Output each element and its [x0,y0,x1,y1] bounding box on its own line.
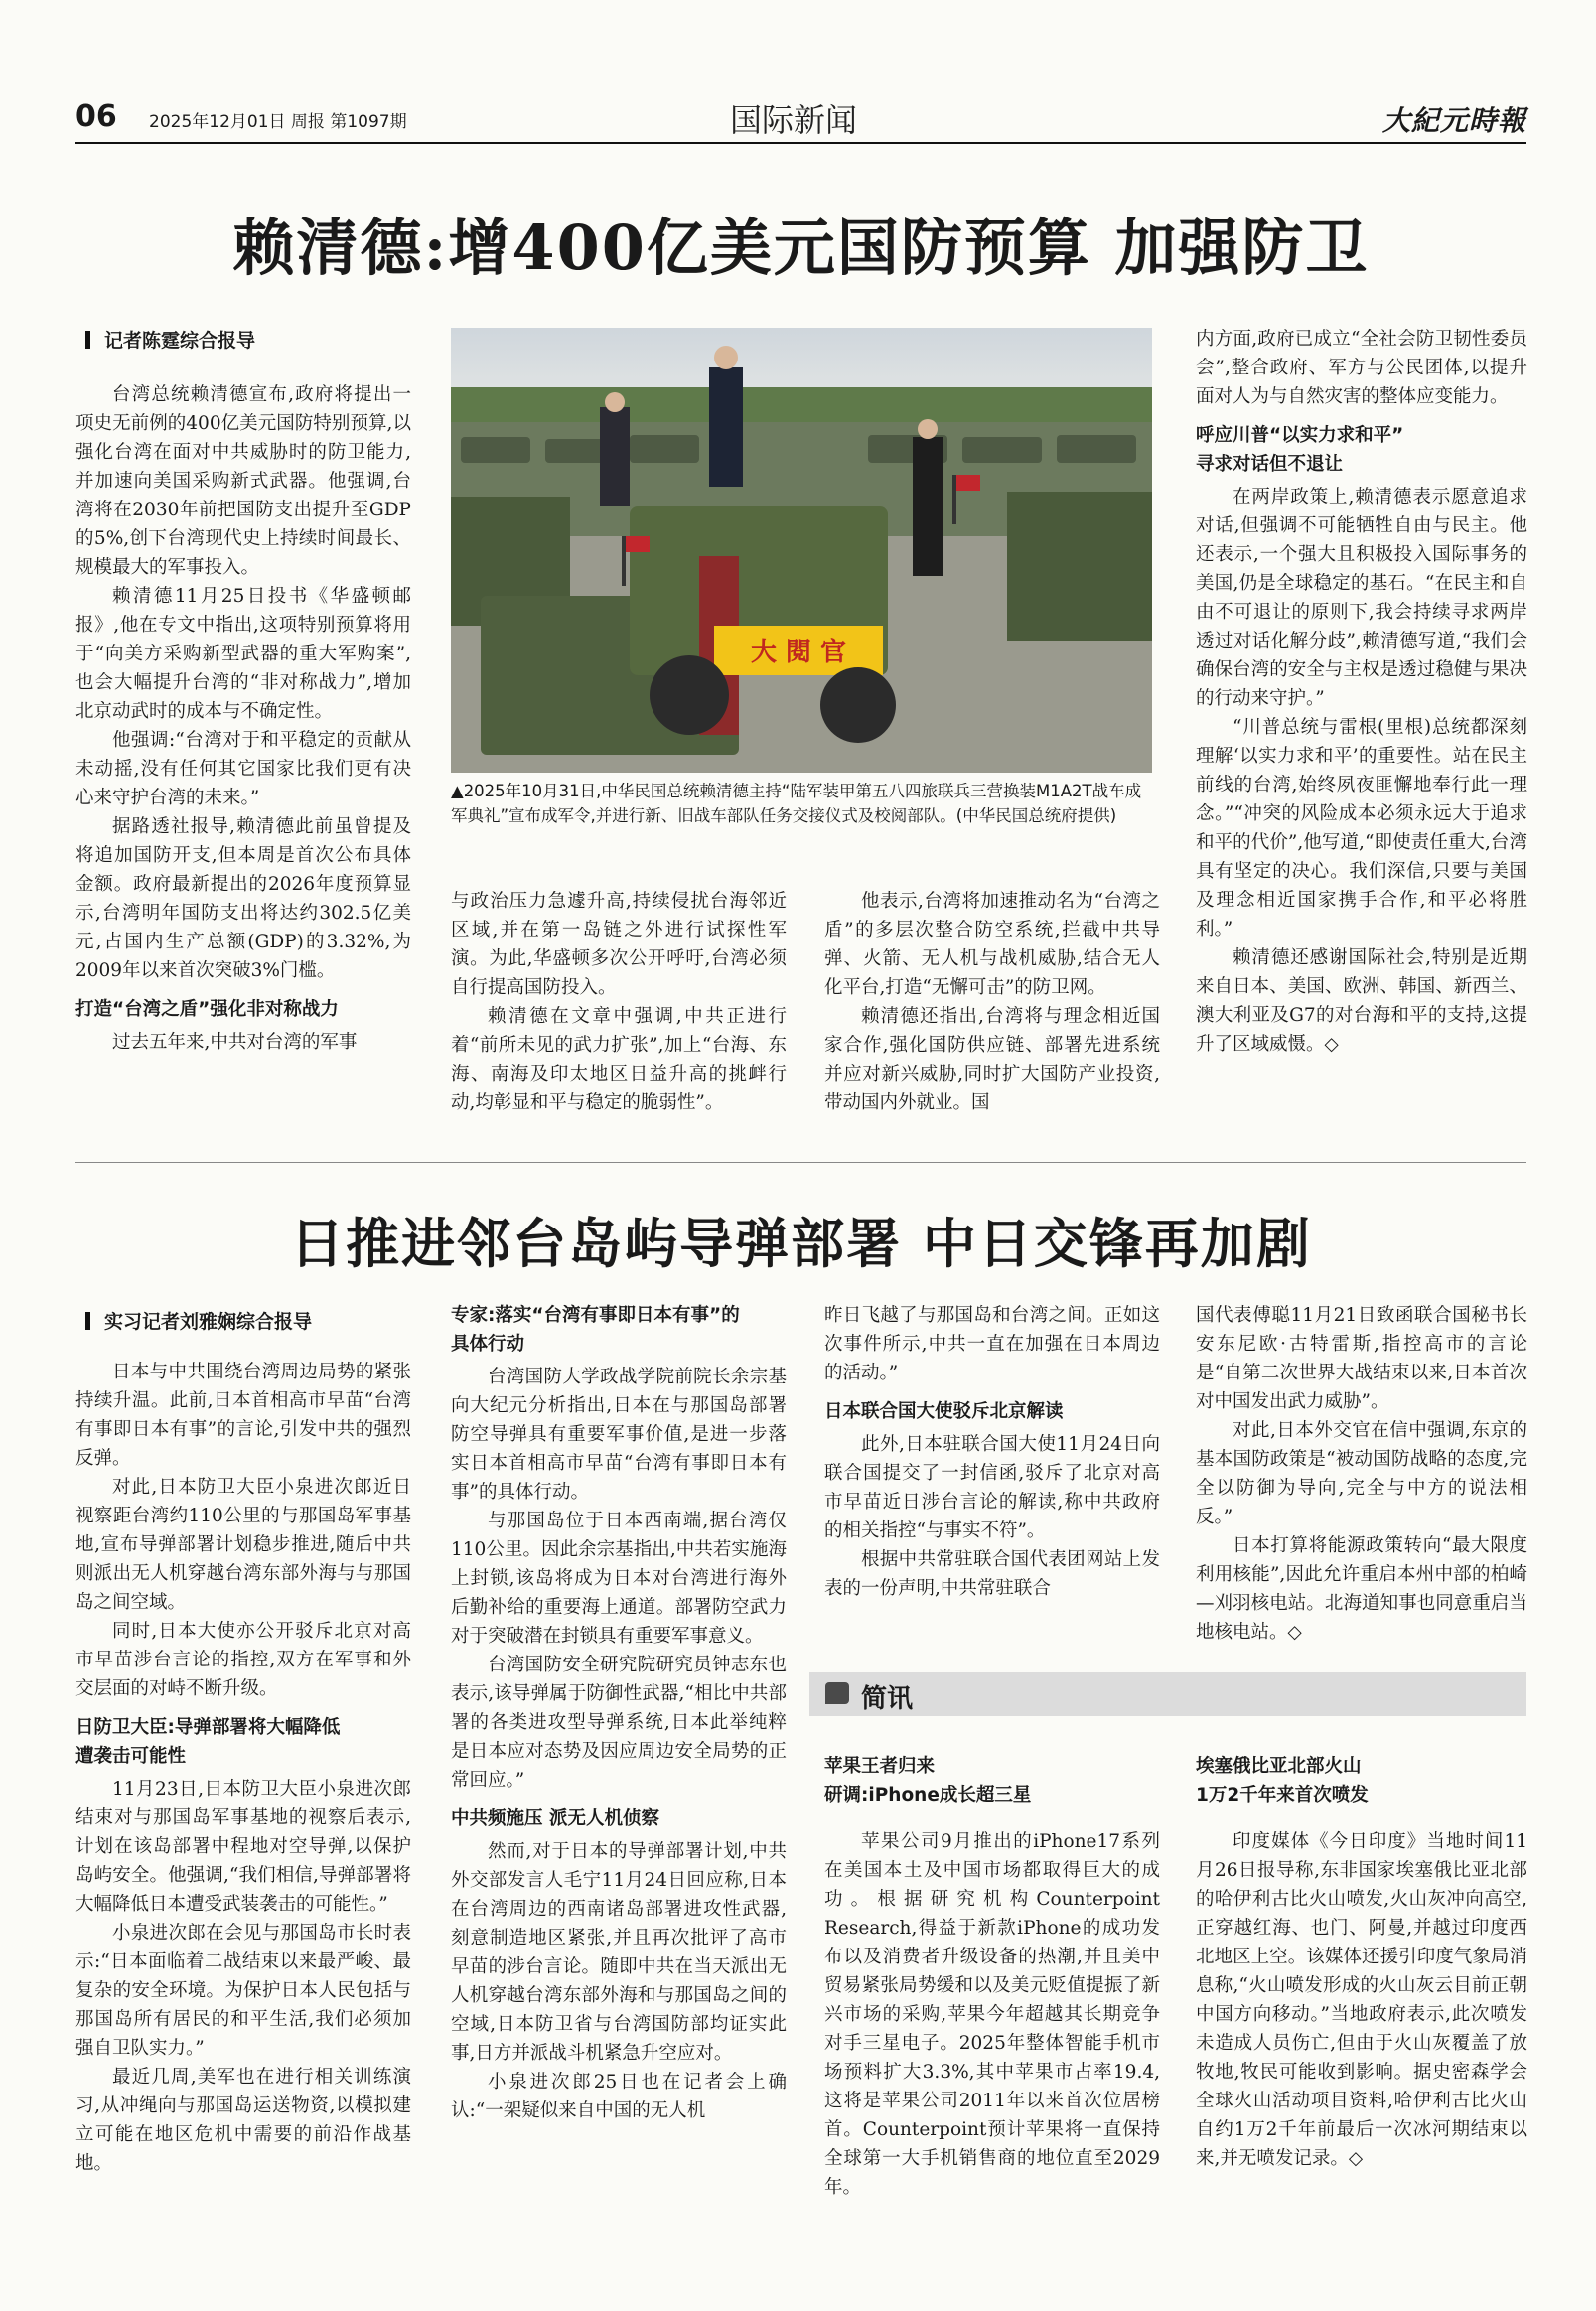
paragraph: 与那国岛位于日本西南端,据台湾仅110公里。因此余宗基指出,中共若实施海上封锁,该岛将成为日本对台湾进行海外后勤补给的重要海上通道。部署防空武力对于突破潜在封锁具有重要军事意义。 [451,1511,787,1647]
paragraph: 台湾国防安全研究院研究员钟志东也表示,该导弹属于防御性武器,“相比中共部署的各类进攻型导弹系统,日本此举纯粹是日本应对态势及因应周边安全局势的正常回应。” [451,1655,787,1791]
photo-sign-text: 大 閱 官 [750,638,847,667]
paragraph: 过去五年来,中共对台湾的军事 [112,1032,358,1053]
paragraph: 内方面,政府已成立“全社会防卫韧性委员会”,整合政府、军方与公民团体,以提升面对人为与自然灾害的整体应变能力。 [1196,329,1527,407]
issue-date: 2025年12月01日 周报 第1097期 [149,112,407,132]
article2-col4 [1196,1301,1527,1647]
paragraph: 同时,日本大使亦公开驳斥北京对高市早苗涉台言论的指控,双方在军事和外交层面的对峙不断升级。 [75,1621,411,1699]
section-title: 国际新闻 [730,101,858,139]
brief-title-line: 埃塞俄比亚北部火山 [1196,1756,1362,1777]
paragraph: 赖清德还指出,台湾将与理念相近国家合作,强化国防供应链、部署先进系统并应对新兴威胁,同时扩大国防产业投资,带动国内外就业。国 [824,1006,1160,1113]
paragraph: 日本与中共围绕台湾周边局势的紧张持续升温。此前,日本首相高市早苗“台湾有事即日本有事”的言论,引发中共的强烈反弹。 [75,1362,411,1469]
masthead-logo: 大紀元時報 [1381,104,1526,137]
photo-caption: ▲2025年10月31日,中华民国总统赖清德主持“陆军装甲第五八四旅联兵三营换装M1A2T战车成军典礼”宣布成军令,并进行新、旧战车部队任务交接仪式及校阅部队。(中华民国总统府提供) [451,782,1142,825]
article2-col1 [75,1358,411,2178]
paragraph: 根据中共常驻联合国代表团网站上发表的一份声明,中共常驻联合 [824,1549,1160,1599]
paragraph: 在两岸政策上,赖清德表示愿意追求对话,但强调不可能牺牲自由与民主。他还表示,一个强大且积极投入国际事务的美国,仍是全球稳定的基石。“在民主和自由不可退让的原则下,我会持续寻求两岸透过对话化解分歧”,赖清德写道,“我们会确保台湾的安全与主权是透过稳健与果决的行动来守护。” [1196,487,1527,709]
paragraph: 小泉进次郎在会见与那国岛市长时表示:“日本面临着二战结束以来最严峻、最复杂的安全环境。为保护日本人民包括与那国岛所有居民的和平生活,我们必须加强自卫队实力。” [75,1923,411,2059]
brief-title-line: 研调:iPhone成长超三星 [824,1785,1032,1805]
paragraph: 然而,对于日本的导弹部署计划,中共外交部发言人毛宁11月24日回应称,日本在台湾周边的西南诸岛部署进攻性武器,刻意制造地区紧张,并且再次批评了高市早苗的涉台言论。随即中共在当天派出无人机穿越台湾东部外海和与那国岛之间的空域,日本防卫省与台湾国防部均证实此事,日方并派战斗机紧急升空应对。 [451,1841,787,2064]
paragraph: 赖清德在文章中强调,中共正进行着“前所未见的武力扩张”,加上“台海、东海、南海及印太地区日益升高的挑衅行动,均彰显和平与稳定的脆弱性”。 [451,1006,787,1113]
article1-col3 [824,887,1160,1117]
article1-col4 [1196,325,1527,1059]
subheading-line: 具体行动 [451,1334,525,1355]
parade-illustration [451,328,1152,773]
paragraph: 小泉进次郎25日也在记者会上确认:“一架疑似来自中国的无人机 [451,2072,787,2121]
brief-title-line: 苹果王者归来 [824,1756,936,1777]
article2-byline: 实习记者刘雅娴综合报导 [85,1307,312,1334]
subheading: 日本联合国大使驳斥北京解读 [824,1401,1064,1422]
paragraph: 他强调:“台湾对于和平稳定的贡献从未动摇,没有任何其它国家比我们更有决心来守护台湾的未来。” [75,730,411,808]
paragraph: 赖清德还感谢国际社会,特别是近期来自日本、美国、欧洲、韩国、新西兰、澳大利亚及G7的对台海和平的支持,这提升了区域威慑。◇ [1196,947,1527,1055]
brief-title-line: 1万2千年来首次喷发 [1196,1785,1369,1805]
brief1 [824,1752,1160,2202]
subheading-line: 专家:落实“台湾有事即日本有事”的 [451,1305,740,1326]
article2-col2 [451,1301,787,2125]
brief2 [1196,1752,1527,2173]
subheading-line: 遭袭击可能性 [75,1746,187,1767]
article1-col1 [75,380,411,1057]
article-divider [75,1162,1526,1163]
paragraph: 最近几周,美军也在进行相关训练演习,从冲绳向与那国岛运送物资,以模拟建立可能在地区危机中需要的前沿作战基地。 [75,2067,411,2174]
subheading: 中共频施压 派无人机侦察 [451,1808,659,1829]
article1-headline: 赖清德:增400亿美元国防预算 加强防卫 [232,212,1370,284]
paragraph: 据路透社报导,赖清德此前虽曾提及将追加国防开支,但本周是首次公布具体金额。政府最新提出的2026年度预算显示,台湾明年国防支出将达约302.5亿美元,占国内生产总额(GDP)的3.32%,为2009年以来首次突破3%门槛。 [75,816,411,981]
briefs-label: 简讯 [861,1684,914,1714]
paragraph: 印度媒体《今日印度》当地时间11月26日报导称,东非国家埃塞俄比亚北部的哈伊利古比火山喷发,火山灰冲向高空,正穿越红海、也门、阿曼,并越过印度西北地区上空。该媒体还援引印度气象局消息称,“火山喷发形成的火山灰云目前正朝中国方向移动。”当地政府表示,此次喷发未造成人员伤亡,但由于火山灰覆盖了放牧地,牧民可能收到影响。据史密森学会全球火山活动项目资料,哈伊利古比火山自约1万2千年前最后一次冰河期结束以来,并无喷发记录。◇ [1196,1831,1527,2169]
speech-bubble-icon [825,1682,849,1704]
paragraph: 赖清德11月25日投书《华盛顿邮报》,他在专文中指出,这项特别预算将用于“向美方采购新型武器的重大军购案”,也会大幅提升台湾的“非对称战力”,增加北京动武时的成本与不确定性。 [75,586,411,722]
header-rule [75,142,1526,144]
subheading-line: 寻求对话但不退让 [1196,454,1344,475]
brief-title [824,1752,1160,1809]
paragraph: 对此,日本防卫大臣小泉进次郎近日视察距台湾约110公里的与那国岛军事基地,宣布导弹部署计划稳步推进,随后中共则派出无人机穿越台湾东部外海与与那国岛之间空域。 [75,1477,411,1613]
paragraph: 与政治压力急遽升高,持续侵扰台海邻近区域,并在第一岛链之外进行试探性军演。为此,华盛顿多次公开呼吁,台湾必须自行提高国防投入。 [451,891,787,998]
article2-col3 [824,1301,1160,1603]
brief-title [1196,1752,1527,1809]
paragraph: 对此,日本外交官在信中强调,东京的基本国防政策是“被动国防战略的态度,完全以防御为导向,完全与中方的说法相反。” [1196,1420,1527,1527]
article1-byline: 记者陈霆综合报导 [85,326,255,353]
subheading [451,1301,787,1359]
paragraph: “川普总统与雷根(里根)总统都深刻理解‘以实力求和平’的重要性。站在民主前线的台湾,始终夙夜匪懈地奉行此一理念。”“冲突的风险成本必须永远大于追求和平的代价”,他写道,“即使责任重大,台湾具有坚定的决心。我们深信,只要与美国及理念相近国家携手合作,和平必将胜利。” [1196,717,1527,939]
briefs-header [809,1672,1526,1716]
paragraph: 国代表傅聪11月21日致函联合国秘书长安东尼欧·古特雷斯,指控高市的言论是“自第二次世界大战结束以来,日本首次对中国发出武力威胁”。 [1196,1305,1527,1412]
subheading: 打造“台湾之盾”强化非对称战力 [75,999,339,1020]
paragraph: 苹果公司9月推出的iPhone17系列在美国本土及中国市场都取得巨大的成功。根据研究机构Counterpoint Research,得益于新款iPhone的成功发布以及消费者升级设备的热潮,并且美中贸易紧张局势缓和以及美元贬值提振了新兴市场的采购,苹果今年超越其长期竞争对手三星电子。2025年整体智能手机市场预料扩大3.3%,其中苹果市占率19.4,这将是苹果公司2011年以来首次位居榜首。Counterpoint预计苹果将一直保持全球第一大手机销售商的地位直至2029年。 [824,1831,1160,2198]
article1-col2 [451,887,787,1117]
article2-headline: 日推进邻台岛屿导弹部署 中日交锋再加剧 [290,1212,1312,1275]
paragraph: 11月23日,日本防卫大臣小泉进次郎结束对与那国岛军事基地的视察后表示,计划在该岛部署中程地对空导弹,以保护岛屿安全。他强调,“我们相信,导弹部署将大幅降低日本遭受武装袭击的可能性。” [75,1779,411,1915]
page-number: 06 [75,99,117,134]
paragraph: 台湾总统赖清德宣布,政府将提出一项史无前例的400亿美元国防特别预算,以强化台湾在面对中共威胁时的防卫能力,并加速向美国采购新式武器。他强调,台湾将在2030年前把国防支出提升至GDP的5%,创下台湾现代史上持续时间最长、规模最大的军事投入。 [75,384,411,578]
subheading [75,1713,411,1771]
paragraph: 他表示,台湾将加速推动名为“台湾之盾”的多层次整合防空系统,拦截中共导弹、火箭、无人机与战机威胁,结合无人化平台,打造“无懈可击”的防卫网。 [824,891,1160,998]
paragraph: 日本打算将能源政策转向“最大限度利用核能”,因此允许重启本州中部的柏崎—刈羽核电站。北海道知事也同意重启当地核电站。◇ [1196,1535,1527,1643]
paragraph: 昨日飞越了与那国岛和台湾之间。正如这次事件所示,中共一直在加强在日本周边的活动。” [824,1305,1160,1383]
paragraph: 此外,日本驻联合国大使11月24日向联合国提交了一封信函,驳斥了北京对高市早苗近日涉台言论的解读,称中共政府的相关指控“与事实不符”。 [824,1434,1160,1541]
paragraph: 台湾国防大学政战学院前院长余宗基向大纪元分析指出,日本在与那国岛部署防空导弹具有重要军事价值,是进一步落实日本首相高市早苗“台湾有事即日本有事”的具体行动。 [451,1367,787,1503]
subheading-line: 日防卫大臣:导弹部署将大幅降低 [75,1717,341,1738]
subheading [1196,421,1527,479]
news-photo [451,328,1152,773]
subheading-line: 呼应川普“以实力求和平” [1196,425,1404,446]
